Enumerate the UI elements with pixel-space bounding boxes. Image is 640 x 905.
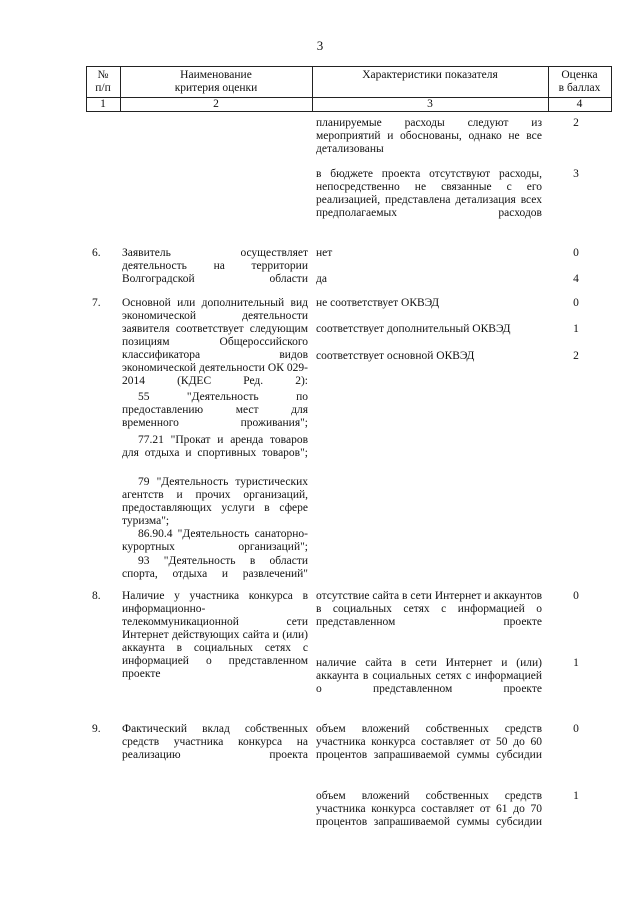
table-top-border: [86, 66, 612, 67]
header-name: Наименование критерия оценки: [174, 69, 258, 94]
score-value: 0: [573, 723, 579, 735]
characteristic-text: отсутствие сайта в сети Интернет и аккаунтов в социальных сетях с информацией о представленном проекте: [316, 590, 542, 628]
column-numbers-bottom-border: [86, 111, 612, 112]
column-number-4: 4: [576, 98, 583, 110]
score-value: 1: [573, 323, 579, 335]
score-value: 0: [573, 297, 579, 309]
characteristic-text: планируемые расходы следуют из мероприятий и обоснованы, однако не все детализованы: [316, 117, 542, 155]
score-value: 2: [573, 350, 579, 362]
criterion-name: Заявитель осуществляет деятельность на территории Волгоградской области: [122, 247, 308, 285]
header-score: Оценка в баллах: [558, 69, 601, 94]
okved-item: 55 "Деятельность по предоставлению мест для временного проживания";: [122, 391, 308, 429]
column-number-2: 2: [213, 98, 219, 110]
header-divider-5: [611, 66, 612, 111]
characteristic-text: наличие сайта в сети Интернет и (или) аккаунта в социальных сетях с информацией о представленном проекте: [316, 657, 542, 695]
characteristic-text: соответствует дополнительный ОКВЭД: [316, 323, 511, 335]
criterion-name: Основной или дополнительный вид экономической деятельности заявителя соответствует следующим позициям Общероссийского классификатора видов экономической деятельности ОК 029-2014 (КДЕС Ред. 2):: [122, 297, 308, 387]
score-value: 3: [573, 168, 579, 180]
criterion-number: 7.: [92, 297, 101, 309]
page-number: 3: [316, 38, 324, 53]
score-value: 1: [573, 657, 579, 669]
score-value: 1: [573, 790, 579, 802]
score-value: 2: [573, 117, 579, 129]
characteristic-text: да: [316, 273, 327, 285]
header-num: № п/п: [95, 69, 111, 94]
characteristic-text: не соответствует ОКВЭД: [316, 297, 440, 309]
criterion-number: 9.: [92, 723, 101, 735]
criterion-number: 8.: [92, 590, 101, 602]
criterion-name: Наличие у участника конкурса в информационно-телекоммуникационной сети Интернет действующих сайта и (или) аккаунта в социальных сетях с информацией о представленном проекте: [122, 590, 308, 680]
okved-item: 93 "Деятельность в области спорта, отдыха и развлечений": [122, 555, 308, 580]
okved-item: 77.21 "Прокат и аренда товаров для отдыха и спортивных товаров";: [122, 434, 308, 459]
score-value: 4: [573, 273, 579, 285]
characteristic-text: объем вложений собственных средств участника конкурса составляет от 61 до 70 процентов запрашиваемой суммы субсидии: [316, 790, 542, 828]
score-value: 0: [573, 590, 579, 602]
characteristic-text: нет: [316, 247, 333, 259]
column-number-3: 3: [427, 98, 433, 110]
column-number-1: 1: [100, 98, 106, 110]
characteristic-text: соответствует основной ОКВЭД: [316, 350, 475, 362]
header-characteristics: Характеристики показателя: [362, 69, 498, 81]
okved-item: 79 "Деятельность туристических агентств и прочих организаций, предоставляющих услуги в сфере туризма";: [122, 476, 308, 527]
characteristic-text: в бюджете проекта отсутствуют расходы, непосредственно не связанные с его реализацией, представлена детализация всех предполагаемых расходов: [316, 168, 542, 219]
criterion-number: 6.: [92, 247, 101, 259]
score-value: 0: [573, 247, 579, 259]
okved-item: 86.90.4 "Деятельность санаторно-курортных организаций";: [122, 528, 308, 553]
criterion-name: Фактический вклад собственных средств участника конкурса на реализацию проекта: [122, 723, 308, 761]
characteristic-text: объем вложений собственных средств участника конкурса составляет от 50 до 60 процентов запрашиваемой суммы субсидии: [316, 723, 542, 761]
